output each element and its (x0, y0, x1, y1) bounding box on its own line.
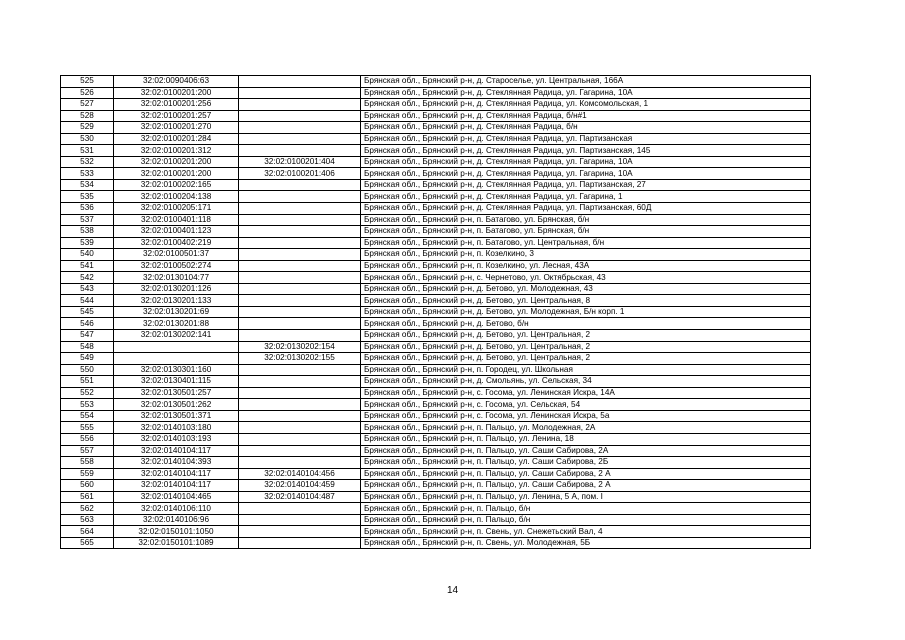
linked-cadastral-number-cell (239, 526, 361, 538)
row-number-cell: 562 (61, 503, 114, 515)
row-number-cell: 565 (61, 537, 114, 549)
linked-cadastral-number-cell: 32:02:0130202:154 (239, 341, 361, 353)
address-cell: Брянская обл., Брянский р-н, п. Пальцо, ул. Ленина, 18 (361, 433, 811, 445)
table-row (61, 410, 811, 422)
table-row (61, 237, 811, 249)
linked-cadastral-number-cell (239, 410, 361, 422)
linked-cadastral-number-cell (239, 306, 361, 318)
address-cell: Брянская обл., Брянский р-н, п. Пальцо, ул. Саши Сабирова, 2 А (361, 468, 811, 480)
linked-cadastral-number-cell (239, 249, 361, 261)
table-row (61, 260, 811, 272)
linked-cadastral-number-cell (239, 237, 361, 249)
row-number-cell: 540 (61, 249, 114, 261)
address-cell: Брянская обл., Брянский р-н, п. Батагово, ул. Центральная, б/н (361, 237, 811, 249)
address-cell: Брянская обл., Брянский р-н, п. Пальцо, ул. Саши Сабирова, 2А (361, 445, 811, 457)
linked-cadastral-number-cell (239, 537, 361, 549)
address-cell: Брянская обл., Брянский р-н, д. Бетово, б/н (361, 318, 811, 330)
address-cell: Брянская обл., Брянский р-н, п. Пальцо, ул. Саши Сабирова, 2 А (361, 480, 811, 492)
linked-cadastral-number-cell: 32:02:0100201:404 (239, 156, 361, 168)
address-cell: Брянская обл., Брянский р-н, д. Стеклянная Радица, б/н (361, 122, 811, 134)
table-row (61, 399, 811, 411)
table-row (61, 249, 811, 261)
address-cell: Брянская обл., Брянский р-н, д. Стеклянная Радица, ул. Партизанская, 60Д (361, 203, 811, 215)
cadastral-number-cell: 32:02:0090406:63 (114, 76, 239, 88)
table-row (61, 341, 811, 353)
row-number-cell: 560 (61, 480, 114, 492)
cadastral-number-cell: 32:02:0140103:180 (114, 422, 239, 434)
cadastral-number-cell: 32:02:0100401:118 (114, 214, 239, 226)
table-row (61, 133, 811, 145)
cadastral-number-cell: 32:02:0100502:274 (114, 260, 239, 272)
address-cell: Брянская обл., Брянский р-н, п. Свень, ул. Молодежная, 5Б (361, 537, 811, 549)
table-row (61, 503, 811, 515)
address-cell: Брянская обл., Брянский р-н, д. Стеклянная Радица, ул. Гагарина, 1 (361, 191, 811, 203)
address-cell: Брянская обл., Брянский р-н, п. Пальцо, б/н (361, 514, 811, 526)
table-row (61, 526, 811, 538)
address-cell: Брянская обл., Брянский р-н, д. Стеклянная Радица, б/н#1 (361, 110, 811, 122)
table-row (61, 318, 811, 330)
table-row (61, 122, 811, 134)
linked-cadastral-number-cell (239, 214, 361, 226)
linked-cadastral-number-cell (239, 503, 361, 515)
cadastral-number-cell (114, 353, 239, 365)
linked-cadastral-number-cell: 32:02:0140104:459 (239, 480, 361, 492)
row-number-cell: 557 (61, 445, 114, 457)
linked-cadastral-number-cell (239, 364, 361, 376)
property-table (60, 75, 811, 549)
linked-cadastral-number-cell (239, 145, 361, 157)
linked-cadastral-number-cell (239, 110, 361, 122)
row-number-cell: 550 (61, 364, 114, 376)
linked-cadastral-number-cell (239, 133, 361, 145)
cadastral-number-cell: 32:02:0100201:200 (114, 87, 239, 99)
address-cell: Брянская обл., Брянский р-н, п. Козелкино, ул. Лесная, 43А (361, 260, 811, 272)
row-number-cell: 543 (61, 283, 114, 295)
table-row (61, 514, 811, 526)
row-number-cell: 559 (61, 468, 114, 480)
row-number-cell: 528 (61, 110, 114, 122)
cadastral-number-cell: 32:02:0100501:37 (114, 249, 239, 261)
table-row (61, 191, 811, 203)
linked-cadastral-number-cell (239, 318, 361, 330)
address-cell: Брянская обл., Брянский р-н, д. Стеклянная Радица, ул. Комсомольская, 1 (361, 99, 811, 111)
linked-cadastral-number-cell: 32:02:0100201:406 (239, 168, 361, 180)
row-number-cell: 552 (61, 387, 114, 399)
row-number-cell: 546 (61, 318, 114, 330)
address-cell: Брянская обл., Брянский р-н, д. Бетово, ул. Центральная, 2 (361, 353, 811, 365)
linked-cadastral-number-cell (239, 179, 361, 191)
cadastral-number-cell: 32:02:0130201:88 (114, 318, 239, 330)
address-cell: Брянская обл., Брянский р-н, д. Стеклянная Радица, ул. Гагарина, 10А (361, 87, 811, 99)
table-row (61, 353, 811, 365)
linked-cadastral-number-cell (239, 514, 361, 526)
linked-cadastral-number-cell (239, 203, 361, 215)
address-cell: Брянская обл., Брянский р-н, д. Смольянь, ул. Сельская, 34 (361, 376, 811, 388)
table-row (61, 87, 811, 99)
address-cell: Брянская обл., Брянский р-н, п. Батагово, ул. Брянская, б/н (361, 214, 811, 226)
cadastral-number-cell: 32:02:0100201:200 (114, 156, 239, 168)
row-number-cell: 534 (61, 179, 114, 191)
cadastral-number-cell: 32:02:0130401:115 (114, 376, 239, 388)
linked-cadastral-number-cell: 32:02:0130202:155 (239, 353, 361, 365)
table-row (61, 283, 811, 295)
cadastral-number-cell: 32:02:0150101:1050 (114, 526, 239, 538)
table-row (61, 537, 811, 549)
address-cell: Брянская обл., Брянский р-н, д. Бетово, ул. Молодежная, 43 (361, 283, 811, 295)
cadastral-number-cell: 32:02:0140106:110 (114, 503, 239, 515)
cadastral-number-cell: 32:02:0130202:141 (114, 330, 239, 342)
address-cell: Брянская обл., Брянский р-н, п. Пальцо, ул. Молодежная, 2А (361, 422, 811, 434)
cadastral-number-cell: 32:02:0130501:262 (114, 399, 239, 411)
row-number-cell: 553 (61, 399, 114, 411)
address-cell: Брянская обл., Брянский р-н, д. Стеклянная Радица, ул. Партизанская, 27 (361, 179, 811, 191)
address-cell: Брянская обл., Брянский р-н, п. Пальцо, ул. Ленина, 5 А, пом. I (361, 491, 811, 503)
table-row (61, 330, 811, 342)
linked-cadastral-number-cell (239, 422, 361, 434)
linked-cadastral-number-cell (239, 330, 361, 342)
linked-cadastral-number-cell (239, 260, 361, 272)
row-number-cell: 545 (61, 306, 114, 318)
address-cell: Брянская обл., Брянский р-н, п. Городец, ул. Школьная (361, 364, 811, 376)
table-row (61, 99, 811, 111)
linked-cadastral-number-cell (239, 76, 361, 88)
cadastral-number-cell: 32:02:0100201:312 (114, 145, 239, 157)
cadastral-number-cell: 32:02:0140104:117 (114, 480, 239, 492)
address-cell: Брянская обл., Брянский р-н, д. Бетово, ул. Молодежная, Б/н корп. 1 (361, 306, 811, 318)
address-cell: Брянская обл., Брянский р-н, п. Батагово, ул. Брянская, б/н (361, 226, 811, 238)
linked-cadastral-number-cell (239, 99, 361, 111)
cadastral-number-cell: 32:02:0100202:165 (114, 179, 239, 191)
row-number-cell: 526 (61, 87, 114, 99)
address-cell: Брянская обл., Брянский р-н, д. Стеклянная Радица, ул. Гагарина, 10А (361, 156, 811, 168)
linked-cadastral-number-cell: 32:02:0140104:487 (239, 491, 361, 503)
row-number-cell: 533 (61, 168, 114, 180)
address-cell: Брянская обл., Брянский р-н, п. Пальцо, ул. Саши Сабирова, 2Б (361, 457, 811, 469)
table-row (61, 468, 811, 480)
address-cell: Брянская обл., Брянский р-н, д. Бетово, ул. Центральная, 2 (361, 341, 811, 353)
address-cell: Брянская обл., Брянский р-н, д. Бетово, ул. Центральная, 8 (361, 295, 811, 307)
cadastral-number-cell: 32:02:0140104:117 (114, 468, 239, 480)
table-row (61, 387, 811, 399)
row-number-cell: 538 (61, 226, 114, 238)
table-row (61, 179, 811, 191)
address-cell: Брянская обл., Брянский р-н, п. Свень, ул. Снежетьский Вал, 4 (361, 526, 811, 538)
cadastral-number-cell: 32:02:0140104:465 (114, 491, 239, 503)
row-number-cell: 558 (61, 457, 114, 469)
table-row (61, 110, 811, 122)
table-row (61, 295, 811, 307)
linked-cadastral-number-cell (239, 226, 361, 238)
row-number-cell: 563 (61, 514, 114, 526)
address-cell: Брянская обл., Брянский р-н, п. Пальцо, б/н (361, 503, 811, 515)
row-number-cell: 539 (61, 237, 114, 249)
linked-cadastral-number-cell: 32:02:0140104:456 (239, 468, 361, 480)
row-number-cell: 541 (61, 260, 114, 272)
address-cell: Брянская обл., Брянский р-н, п. Козелкино, 3 (361, 249, 811, 261)
table-row (61, 480, 811, 492)
cadastral-number-cell: 32:02:0100401:123 (114, 226, 239, 238)
cadastral-number-cell: 32:02:0140106:96 (114, 514, 239, 526)
row-number-cell: 554 (61, 410, 114, 422)
row-number-cell: 525 (61, 76, 114, 88)
cadastral-number-cell: 32:02:0140103:193 (114, 433, 239, 445)
linked-cadastral-number-cell (239, 295, 361, 307)
table-row (61, 491, 811, 503)
table-row (61, 445, 811, 457)
row-number-cell: 561 (61, 491, 114, 503)
linked-cadastral-number-cell (239, 272, 361, 284)
table-row (61, 203, 811, 215)
table-row (61, 306, 811, 318)
linked-cadastral-number-cell (239, 445, 361, 457)
row-number-cell: 551 (61, 376, 114, 388)
table-row (61, 226, 811, 238)
cadastral-number-cell: 32:02:0100201:270 (114, 122, 239, 134)
row-number-cell: 548 (61, 341, 114, 353)
page-number: 14 (446, 585, 459, 596)
linked-cadastral-number-cell (239, 122, 361, 134)
linked-cadastral-number-cell (239, 387, 361, 399)
table-row (61, 364, 811, 376)
row-number-cell: 532 (61, 156, 114, 168)
linked-cadastral-number-cell (239, 433, 361, 445)
cadastral-number-cell: 32:02:0130201:69 (114, 306, 239, 318)
linked-cadastral-number-cell (239, 87, 361, 99)
cadastral-number-cell: 32:02:0100201:200 (114, 168, 239, 180)
cadastral-number-cell: 32:02:0150101:1089 (114, 537, 239, 549)
cadastral-number-cell: 32:02:0100402:219 (114, 237, 239, 249)
row-number-cell: 544 (61, 295, 114, 307)
cadastral-number-cell: 32:02:0130201:126 (114, 283, 239, 295)
row-number-cell: 535 (61, 191, 114, 203)
address-cell: Брянская обл., Брянский р-н, с. Госома, ул. Ленинская Искра, 5а (361, 410, 811, 422)
table-row (61, 433, 811, 445)
table-row (61, 156, 811, 168)
table-row (61, 272, 811, 284)
linked-cadastral-number-cell (239, 457, 361, 469)
address-cell: Брянская обл., Брянский р-н, с. Госома, ул. Ленинская Искра, 14А (361, 387, 811, 399)
row-number-cell: 530 (61, 133, 114, 145)
address-cell: Брянская обл., Брянский р-н, с. Чернетово, ул. Октябрьская, 43 (361, 272, 811, 284)
cadastral-number-cell: 32:02:0100205:171 (114, 203, 239, 215)
table-row (61, 145, 811, 157)
row-number-cell: 556 (61, 433, 114, 445)
row-number-cell: 542 (61, 272, 114, 284)
row-number-cell: 537 (61, 214, 114, 226)
address-cell: Брянская обл., Брянский р-н, д. Бетово, ул. Центральная, 2 (361, 330, 811, 342)
linked-cadastral-number-cell (239, 399, 361, 411)
table-row (61, 76, 811, 88)
cadastral-number-cell: 32:02:0140104:117 (114, 445, 239, 457)
address-cell: Брянская обл., Брянский р-н, д. Стеклянная Радица, ул. Партизанская (361, 133, 811, 145)
row-number-cell: 547 (61, 330, 114, 342)
cadastral-number-cell: 32:02:0130501:257 (114, 387, 239, 399)
linked-cadastral-number-cell (239, 283, 361, 295)
cadastral-number-cell: 32:02:0130301:160 (114, 364, 239, 376)
cadastral-number-cell: 32:02:0140104:393 (114, 457, 239, 469)
address-cell: Брянская обл., Брянский р-н, д. Стеклянная Радица, ул. Гагарина, 10А (361, 168, 811, 180)
linked-cadastral-number-cell (239, 191, 361, 203)
cadastral-number-cell: 32:02:0130501:371 (114, 410, 239, 422)
table-body (61, 76, 811, 549)
cadastral-number-cell: 32:02:0100204:138 (114, 191, 239, 203)
cadastral-number-cell: 32:02:0130104:77 (114, 272, 239, 284)
table-row (61, 457, 811, 469)
cadastral-number-cell: 32:02:0100201:284 (114, 133, 239, 145)
address-cell: Брянская обл., Брянский р-н, д. Старосельe, ул. Центральная, 166А (361, 76, 811, 88)
row-number-cell: 536 (61, 203, 114, 215)
table-row (61, 376, 811, 388)
row-number-cell: 555 (61, 422, 114, 434)
row-number-cell: 527 (61, 99, 114, 111)
cadastral-number-cell (114, 341, 239, 353)
cadastral-number-cell: 32:02:0100201:256 (114, 99, 239, 111)
cadastral-number-cell: 32:02:0100201:257 (114, 110, 239, 122)
table-row (61, 214, 811, 226)
table-row (61, 422, 811, 434)
table-row (61, 168, 811, 180)
row-number-cell: 549 (61, 353, 114, 365)
row-number-cell: 529 (61, 122, 114, 134)
linked-cadastral-number-cell (239, 376, 361, 388)
row-number-cell: 531 (61, 145, 114, 157)
cadastral-number-cell: 32:02:0130201:133 (114, 295, 239, 307)
address-cell: Брянская обл., Брянский р-н, д. Стеклянная Радица, ул. Партизанская, 145 (361, 145, 811, 157)
row-number-cell: 564 (61, 526, 114, 538)
address-cell: Брянская обл., Брянский р-н, с. Госома, ул. Сельская, 54 (361, 399, 811, 411)
